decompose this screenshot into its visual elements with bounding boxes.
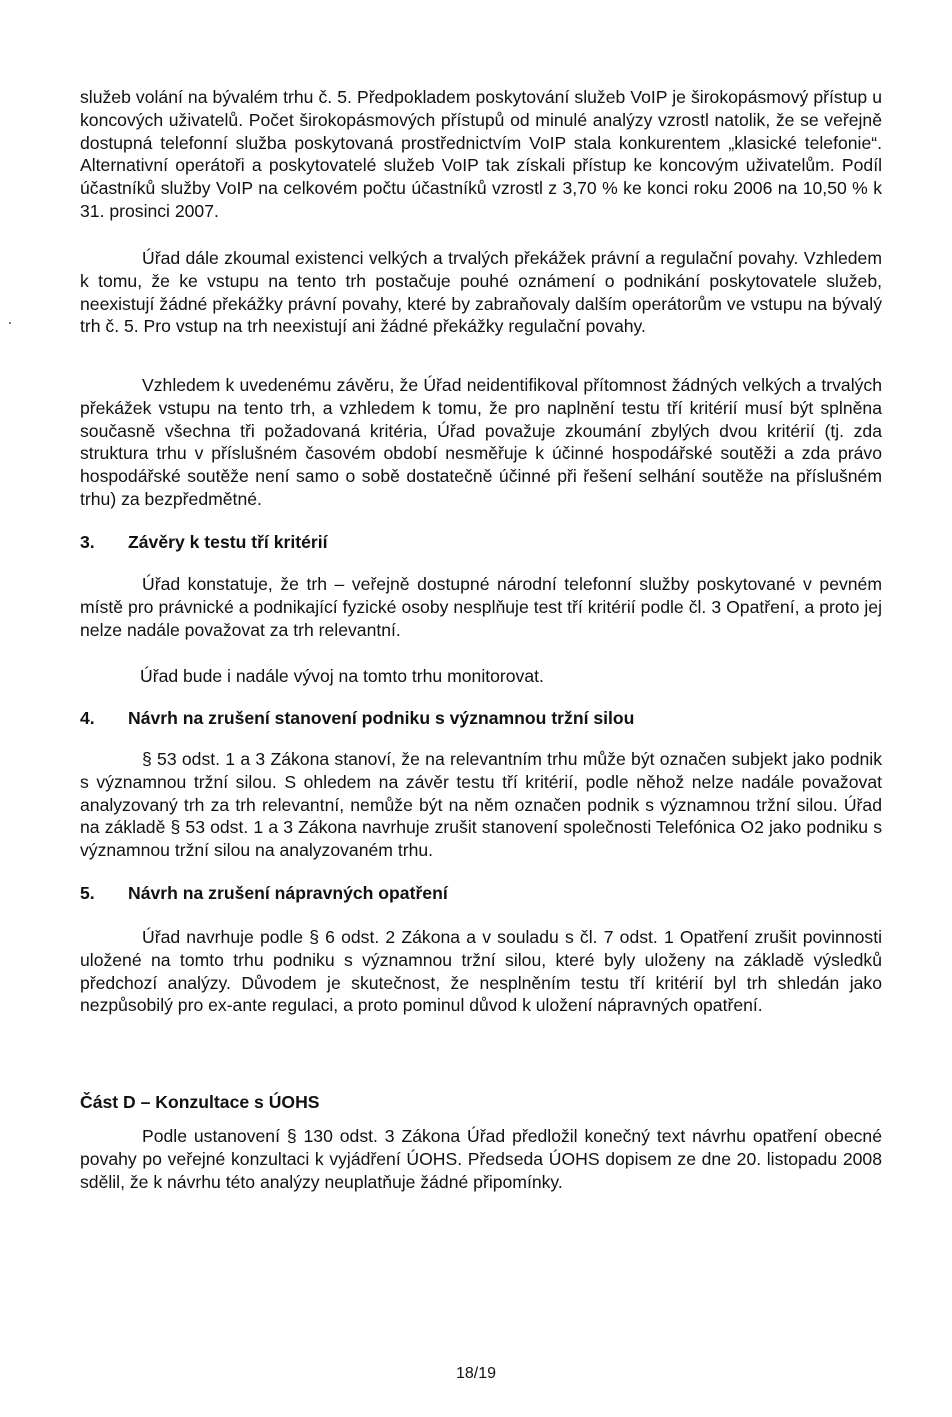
heading-text: Návrh na zrušení stanovení podniku s významnou tržní silou <box>128 708 635 728</box>
paragraph-voip: služeb volání na bývalém trhu č. 5. Předpokladem poskytování služeb VoIP je širokopásmový přístup u koncových uživatelů. Počet širokopásmových přístupů od minulé analýzy vzrostl natolik, že se veřejně dostupná telefonní služba poskytovaná prostřednictvím VoIP stala konkurentem „klasické telefonie“. Alternativní operátoři a poskytovatelé služeb VoIP tak získali přístup ke koncovým uživatelům. Podíl účastníků služby VoIP na celkovém počtu účastníků vzrostl z 3,70 % ke konci roku 2006 na 10,50 % k 31. prosinci 2007. <box>80 87 882 221</box>
page-number: 18/19 <box>455 1365 497 1382</box>
paragraph-remedies: Úřad navrhuje podle § 6 odst. 2 Zákona a v souladu s čl. 7 odst. 1 Opatření zrušit povinnosti uložené na tomto trhu podniku s významnou tržní silou, které byly uloženy na základě výsledků předchozí analýzy. Důvodem je skutečnost, že nesplněním testu tří kritérií byl trh shledán jako nezpůsobilý pro ex-ante regulaci, a proto pominul důvod k uložení nápravných opatření. <box>80 927 882 1016</box>
heading-section-5 <box>80 882 448 905</box>
paragraph-market-statement: Úřad konstatuje, že trh – veřejně dostupné národní telefonní služby poskytované v pevném místě pro právnické a podnikající fyzické osoby nesplňuje test tří kritérií podle čl. 3 Opatření, a proto jej nelze nadále považovat za trh relevantní. <box>80 574 882 640</box>
heading-number: 5. <box>80 883 95 903</box>
heading-text: Závěry k testu tří kritérií <box>128 532 328 552</box>
paragraph-monitoring: Úřad bude i nadále vývoj na tomto trhu monitorovat. <box>140 666 544 686</box>
paragraph-legal-barriers: Úřad dále zkoumal existenci velkých a trvalých překážek právní a regulační povahy. Vzhledem k tomu, že ke vstupu na tento trh postačuje pouhé oznámení o podnikání poskytovatele služeb, neexistují žádné překážky právní povahy, které by zabraňovaly dalším operátorům ve vstupu na bývalý trh č. 5. Pro vstup na trh neexistují ani žádné překážky regulační povahy. <box>80 248 882 337</box>
scan-speck <box>9 322 11 324</box>
heading-part-d: Část D – Konzultace s ÚOHS <box>80 1092 320 1112</box>
paragraph-smp-designation: § 53 odst. 1 a 3 Zákona stanoví, že na relevantním trhu může být označen subjekt jako podnik s významnou tržní silou. S ohledem na závěr testu tří kritérií, podle něhož nelze nadále považovat analyzovaný trh za trh relevantní, nemůže být na něm označen podnik s významnou tržní silou. Úřad na základě § 53 odst. 1 a 3 Zákona navrhuje zrušit stanovení společnosti Telefónica O2 jako podniku s významnou tržní silou na analyzovaném trhu. <box>80 749 882 861</box>
heading-text: Návrh na zrušení nápravných opatření <box>128 883 448 903</box>
heading-section-4 <box>80 707 634 730</box>
paragraph-uohs: Podle ustanovení § 130 odst. 3 Zákona Úřad předložil konečný text návrhu opatření obecné povahy po veřejné konzultaci k vyjádření ÚOHS. Předseda ÚOHS dopisem ze dne 20. listopadu 2008 sdělil, že k návrhu této analýzy neuplatňuje žádné připomínky. <box>80 1126 882 1192</box>
heading-section-3 <box>80 531 328 554</box>
heading-number: 4. <box>80 708 95 728</box>
heading-number: 3. <box>80 532 95 552</box>
paragraph-conclusion: Vzhledem k uvedenému závěru, že Úřad neidentifikoval přítomnost žádných velkých a trvalých překážek vstupu na tento trh, a vzhledem k tomu, že pro naplnění testu tří kritérií musí být splněna současně všechna tři požadovaná kritéria, Úřad považuje zkoumání zbylých dvou kritérií (tj. zda struktura trhu v příslušném časovém období nesměřuje k účinné hospodářské soutěži a zda právo hospodářské soutěže není samo o sobě dostatečně účinné při řešení selhání soutěže na příslušném trhu) za bezpředmětné. <box>80 375 882 509</box>
